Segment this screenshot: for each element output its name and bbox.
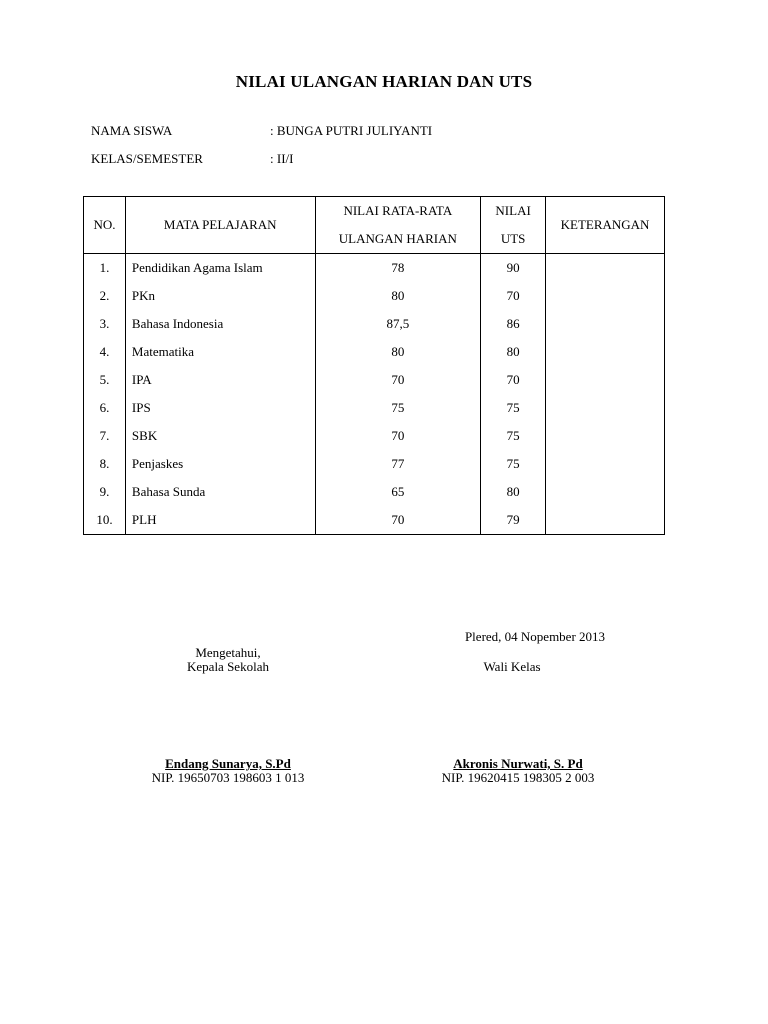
uts-score: 70: [481, 366, 546, 394]
header-uts-line2: UTS: [500, 231, 526, 246]
uts-score: 79: [481, 506, 546, 535]
subject-name: Penjaskes: [125, 450, 315, 478]
remarks: [546, 450, 665, 478]
subject-name: Bahasa Indonesia: [125, 310, 315, 338]
student-name-label: NAMA SISWA: [91, 123, 173, 138]
teacher-name: Akronis Nurwati, S. Pd: [453, 756, 583, 771]
row-number: 2.: [84, 282, 126, 310]
table-row: [84, 282, 665, 310]
table-row: [84, 254, 665, 283]
grades-table: [83, 196, 665, 535]
header-average-line2: ULANGAN HARIAN: [338, 231, 457, 246]
homeroom-teacher-role: Wali Kelas: [483, 659, 541, 674]
principal-role: Kepala Sekolah: [187, 659, 269, 674]
remarks: [546, 254, 665, 283]
table-row: [84, 338, 665, 366]
teacher-nip: NIP. 19620415 198305 2 003: [441, 770, 595, 785]
header-average: [315, 197, 481, 254]
uts-score: 90: [481, 254, 546, 283]
uts-score: 80: [481, 338, 546, 366]
remarks: [546, 506, 665, 535]
header-average-line1: NILAI RATA-RATA: [343, 203, 453, 218]
average-score: 80: [315, 338, 481, 366]
row-number: 7.: [84, 422, 126, 450]
principal-name: Endang Sunarya, S.Pd: [165, 756, 291, 771]
table-row: [84, 450, 665, 478]
remarks: [546, 310, 665, 338]
remarks: [546, 338, 665, 366]
table-row: [84, 366, 665, 394]
place-date: Plered, 04 Nopember 2013: [464, 629, 606, 644]
uts-score: 75: [481, 450, 546, 478]
header-uts-line1: NILAI: [495, 203, 531, 218]
class-semester-value: : II/I: [270, 151, 294, 166]
average-score: 75: [315, 394, 481, 422]
header-remarks: KETERANGAN: [546, 197, 665, 254]
header-no: NO.: [84, 197, 126, 254]
class-semester-label: KELAS/SEMESTER: [91, 151, 203, 166]
subject-name: Matematika: [125, 338, 315, 366]
header-subject: MATA PELAJARAN: [125, 197, 315, 254]
principal-acknowledgement: Mengetahui,: [195, 645, 261, 660]
student-name-value: : BUNGA PUTRI JULIYANTI: [270, 123, 433, 138]
table-row: [84, 394, 665, 422]
average-score: 70: [315, 506, 481, 535]
average-score: 65: [315, 478, 481, 506]
header-uts: [481, 197, 546, 254]
remarks: [546, 478, 665, 506]
remarks: [546, 282, 665, 310]
subject-name: PLH: [125, 506, 315, 535]
row-number: 5.: [84, 366, 126, 394]
uts-score: 70: [481, 282, 546, 310]
average-score: 77: [315, 450, 481, 478]
table-row: [84, 478, 665, 506]
remarks: [546, 394, 665, 422]
remarks: [546, 366, 665, 394]
subject-name: Bahasa Sunda: [125, 478, 315, 506]
subject-name: IPS: [125, 394, 315, 422]
table-header-row: [84, 197, 665, 254]
row-number: 4.: [84, 338, 126, 366]
average-score: 70: [315, 366, 481, 394]
principal-nip: NIP. 19650703 198603 1 013: [151, 770, 305, 785]
table-row: [84, 422, 665, 450]
average-score: 70: [315, 422, 481, 450]
row-number: 9.: [84, 478, 126, 506]
table-row: [84, 310, 665, 338]
row-number: 10.: [84, 506, 126, 535]
document-title: NILAI ULANGAN HARIAN DAN UTS: [235, 72, 533, 91]
average-score: 87,5: [315, 310, 481, 338]
subject-name: Pendidikan Agama Islam: [125, 254, 315, 283]
uts-score: 75: [481, 394, 546, 422]
average-score: 80: [315, 282, 481, 310]
uts-score: 80: [481, 478, 546, 506]
average-score: 78: [315, 254, 481, 283]
row-number: 1.: [84, 254, 126, 283]
uts-score: 86: [481, 310, 546, 338]
table-row: [84, 506, 665, 535]
subject-name: SBK: [125, 422, 315, 450]
subject-name: IPA: [125, 366, 315, 394]
remarks: [546, 422, 665, 450]
uts-score: 75: [481, 422, 546, 450]
row-number: 6.: [84, 394, 126, 422]
subject-name: PKn: [125, 282, 315, 310]
row-number: 8.: [84, 450, 126, 478]
row-number: 3.: [84, 310, 126, 338]
